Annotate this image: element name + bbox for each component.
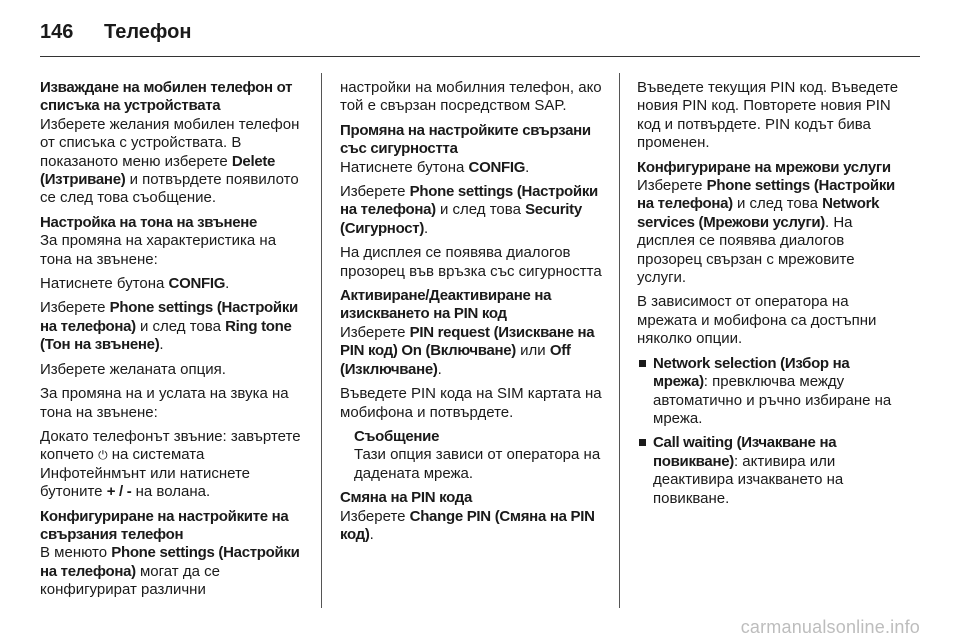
column-2 bbox=[340, 79, 602, 544]
paragraph: Натиснете бутона CONFIG. bbox=[340, 158, 530, 176]
menu-item-ref: Off (Изключване) bbox=[340, 342, 571, 378]
menu-item-ref: Delete (Изтриване) bbox=[40, 152, 276, 189]
section-heading: Конфигуриране на мрежови услуги bbox=[637, 158, 891, 176]
column-3 bbox=[637, 79, 899, 508]
note-text: Тази опция зависи от оператора на дадената мрежа. bbox=[354, 446, 601, 482]
paragraph: Натиснете бутона CONFIG. bbox=[40, 275, 230, 293]
paragraph: Изберете Change PIN (Смяна на PIN код). bbox=[340, 507, 595, 543]
button-ref: CONFIG bbox=[468, 158, 526, 176]
paragraph: Докато телефонът звъние: завъртете копчето ⏻ на системата Инфотейнмънт или натиснете бутоните + / - на волана. bbox=[40, 427, 301, 501]
page-number: 146 bbox=[40, 20, 74, 43]
page-title: Телефон bbox=[104, 20, 192, 43]
paragraph: В менюто Phone settings (Настройки на телефона) могат да се конфигурират различни bbox=[40, 544, 300, 599]
section-heading: Настройка на тона на звънене bbox=[40, 213, 258, 231]
paragraph: За промяна на характеристика на тона на звънене: bbox=[40, 232, 277, 268]
paragraph: Изберете PIN request (Изискване на PIN код) On (Включване) или Off (Изключване). bbox=[340, 323, 595, 378]
paragraph: Въведете PIN кода на SIM картата на мобифона и потвърдете. bbox=[340, 385, 602, 421]
paragraph: Изберете Phone settings (Настройки на телефона) и след това Ring tone (Тон на звънене). bbox=[40, 299, 298, 354]
paragraph: Изберете желаната опция. bbox=[40, 360, 226, 378]
menu-item-ref: Network selection (Избор на мрежа) bbox=[653, 354, 850, 391]
button-ref: + / - bbox=[106, 483, 132, 501]
header-rule bbox=[40, 56, 920, 57]
page-header bbox=[40, 14, 191, 50]
menu-item-ref: Security (Сигурност) bbox=[340, 201, 582, 237]
paragraph: Изберете желания мобилен телефон от списъка с устройствата. В показаното меню изберете Delete (Изтриване) и потвърдете появилото се след това съобщение. bbox=[40, 115, 300, 207]
watermark: carmanualsonline.info bbox=[740, 617, 920, 637]
bullet-item: Call waiting (Изчакване на повикване): активира или деактивира изчакването на повикване. bbox=[637, 434, 899, 508]
paragraph: Въведете текущия PIN код. Въведете новия PIN код. Повторете новия PIN код и потвърдете. PIN кодът бива променен. bbox=[637, 79, 899, 152]
paragraph: В зависимост от оператора на мрежата и мобифона са достъпни няколко опции. bbox=[637, 293, 877, 348]
menu-item-ref: Network services (Мрежови услуги) bbox=[637, 195, 880, 231]
paragraph: настройки на мобилния телефон, ако той е свързан посредством SAP. bbox=[340, 79, 602, 115]
paragraph: На дисплея се появява диалогов прозорец във връзка със сигурността bbox=[340, 244, 602, 280]
column-1 bbox=[40, 79, 302, 600]
power-knob-icon: ⏻ bbox=[98, 448, 108, 463]
section-heading: Промяна на настройките свързани със сигурността bbox=[340, 121, 591, 158]
menu-item-ref: Phone settings (Настройки на телефона) bbox=[40, 299, 298, 335]
menu-item-ref: Phone settings (Настройки на телефона) bbox=[340, 183, 598, 219]
paragraph: Изберете Phone settings (Настройки на телефона) и след това Network services (Мрежови услуги). На дисплея се появява диалогов прозорец свързан с мрежовите услуги. bbox=[637, 177, 895, 287]
menu-item-ref: Phone settings (Настройки на телефона) bbox=[40, 544, 300, 580]
paragraph: За промяна на и услата на звука на тона на звънене: bbox=[40, 385, 289, 421]
bullet-item: Network selection (Избор на мрежа): превключва между автоматично и ръчно избиране на мрежа. bbox=[637, 355, 899, 429]
menu-item-ref: PIN request (Изискване на PIN код) On (Включване) bbox=[340, 323, 595, 360]
menu-item-ref: Change PIN (Смяна на PIN код) bbox=[340, 507, 595, 543]
paragraph: Изберете Phone settings (Настройки на телефона) и след това Security (Сигурност). bbox=[340, 183, 598, 237]
note-heading: Съобщение bbox=[354, 427, 440, 445]
note-box bbox=[340, 428, 602, 483]
button-ref: CONFIG bbox=[168, 275, 226, 293]
bullet-square-icon bbox=[639, 360, 646, 367]
column-divider-2 bbox=[619, 73, 620, 608]
section-heading: Конфигуриране на настройките на свързания телефон bbox=[40, 507, 289, 543]
menu-item-ref: Call waiting (Изчакване на повикване) bbox=[653, 434, 837, 470]
section-heading: Изваждане на мобилен телефон от списъка на устройствата bbox=[40, 79, 293, 115]
section-heading: Активиране/Деактивиране на изискването на PIN код bbox=[340, 287, 552, 323]
menu-item-ref: Phone settings (Настройки на телефона) bbox=[637, 177, 895, 213]
menu-item-ref: Ring tone (Тон на звънене) bbox=[40, 317, 292, 354]
section-heading: Смяна на PIN кода bbox=[340, 489, 473, 507]
column-divider-1 bbox=[321, 73, 322, 608]
bullet-square-icon bbox=[639, 439, 646, 446]
